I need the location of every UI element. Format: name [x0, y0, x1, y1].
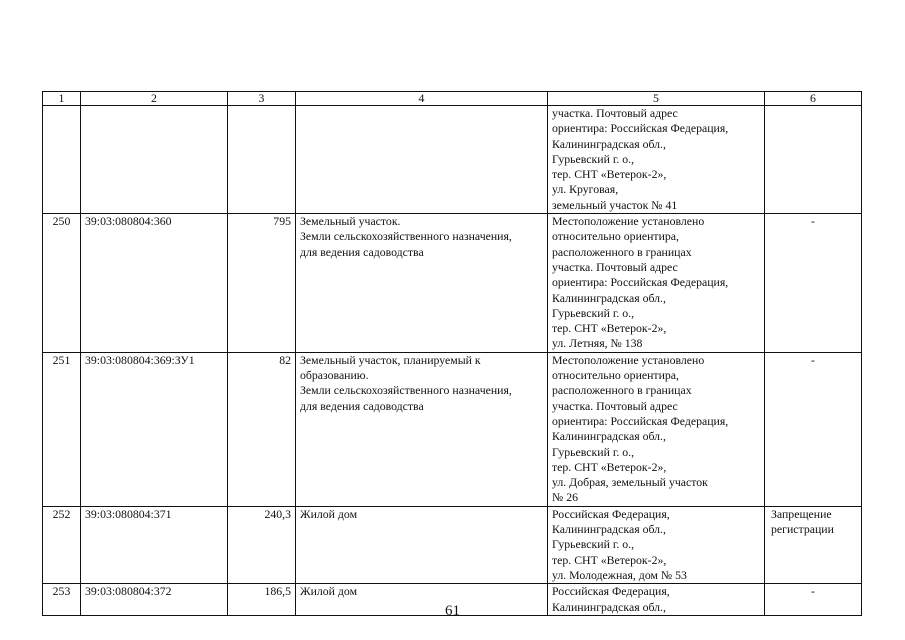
location-line: тер. СНТ «Ветерок-2», [552, 321, 667, 336]
row-number: 251 [43, 352, 81, 506]
location-line: относительно ориентира, [552, 229, 679, 244]
location-line: Калининградская обл., [552, 522, 666, 537]
location-line: относительно ориентира, [552, 368, 679, 383]
location-line: участка. Почтовый адрес [552, 398, 678, 413]
location-line: Калининградская обл., [552, 599, 666, 614]
description-line: для ведения садоводства [300, 244, 424, 259]
object-location [548, 214, 765, 353]
restriction [765, 106, 862, 214]
description-line: Земли сельскохозяйственного назначения, [300, 383, 512, 398]
location-line: ориентира: Российская Федерация, [552, 121, 729, 136]
row-number: 253 [43, 584, 81, 616]
location-line: Гурьевский г. о., [552, 151, 635, 166]
description-line: Земли сельскохозяйственного назначения, [300, 229, 512, 244]
location-line: Гурьевский г. о., [552, 444, 635, 459]
object-description [296, 214, 548, 353]
location-line: Калининградская обл., [552, 136, 666, 151]
cadastral-number: 39:03:080804:371 [81, 506, 228, 583]
object-description [296, 106, 548, 214]
restriction-line: - [811, 214, 815, 229]
location-line: ул. Добрая, земельный участок [552, 475, 708, 490]
location-line: № 26 [552, 490, 579, 505]
cadastral-number [81, 106, 228, 214]
header-cell: 1 [43, 92, 81, 106]
restriction [765, 506, 862, 583]
header-cell: 5 [548, 92, 765, 106]
area-value: 240,3 [228, 506, 296, 583]
location-line: расположенного в границах [552, 383, 692, 398]
table-row [43, 352, 862, 506]
row-number: 252 [43, 506, 81, 583]
location-line: Российская Федерация, [552, 506, 670, 521]
table-row [43, 106, 862, 214]
object-description [296, 506, 548, 583]
location-line: ул. Молодежная, дом № 53 [552, 567, 687, 582]
restriction-line: Запрещение [771, 506, 832, 521]
description-line: для ведения садоводства [300, 398, 424, 413]
object-location [548, 352, 765, 506]
description-line: Земельный участок. [300, 214, 401, 229]
location-line: тер. СНТ «Ветерок-2», [552, 167, 667, 182]
location-line: Калининградская обл., [552, 290, 666, 305]
header-cell: 4 [296, 92, 548, 106]
location-line: Российская Федерация, [552, 584, 670, 599]
header-row [43, 92, 862, 106]
description-line: Жилой дом [300, 584, 358, 599]
register-table [42, 91, 862, 616]
restriction-line: - [811, 584, 815, 599]
restriction-line: - [811, 352, 815, 367]
location-line: Гурьевский г. о., [552, 305, 635, 320]
location-line: расположенного в границах [552, 244, 692, 259]
description-line: Жилой дом [300, 506, 358, 521]
object-description [296, 352, 548, 506]
location-line: Гурьевский г. о., [552, 537, 635, 552]
area-value: 82 [228, 352, 296, 506]
object-location [548, 106, 765, 214]
location-line: Местоположение установлено [552, 352, 705, 367]
description-line: Земельный участок, планируемый к [300, 352, 481, 367]
area-value: 186,5 [228, 584, 296, 616]
header-cell: 3 [228, 92, 296, 106]
location-line: Местоположение установлено [552, 214, 705, 229]
location-line: ориентира: Российская Федерация, [552, 275, 729, 290]
description-line: образованию. [300, 368, 369, 383]
location-line: участка. Почтовый адрес [552, 259, 678, 274]
table-row [43, 214, 862, 353]
location-line: тер. СНТ «Ветерок-2», [552, 459, 667, 474]
row-number: 250 [43, 214, 81, 353]
page-number: 61 [445, 603, 460, 619]
cadastral-number: 39:03:080804:369:ЗУ1 [81, 352, 228, 506]
object-location [548, 506, 765, 583]
location-line: ориентира: Российская Федерация, [552, 413, 729, 428]
header-cell: 2 [81, 92, 228, 106]
location-line: тер. СНТ «Ветерок-2», [552, 552, 667, 567]
cadastral-number: 39:03:080804:372 [81, 584, 228, 616]
row-number [43, 106, 81, 214]
location-line: Калининградская обл., [552, 429, 666, 444]
location-line: земельный участок № 41 [552, 197, 678, 212]
table-row [43, 506, 862, 583]
restriction [765, 352, 862, 506]
restriction-line: регистрации [771, 522, 834, 537]
header-cell: 6 [765, 92, 862, 106]
restriction [765, 214, 862, 353]
location-line: ул. Круговая, [552, 182, 619, 197]
area-value [228, 106, 296, 214]
location-line: участка. Почтовый адрес [552, 106, 678, 120]
cadastral-number: 39:03:080804:360 [81, 214, 228, 353]
area-value: 795 [228, 214, 296, 353]
location-line: ул. Летняя, № 138 [552, 336, 643, 351]
